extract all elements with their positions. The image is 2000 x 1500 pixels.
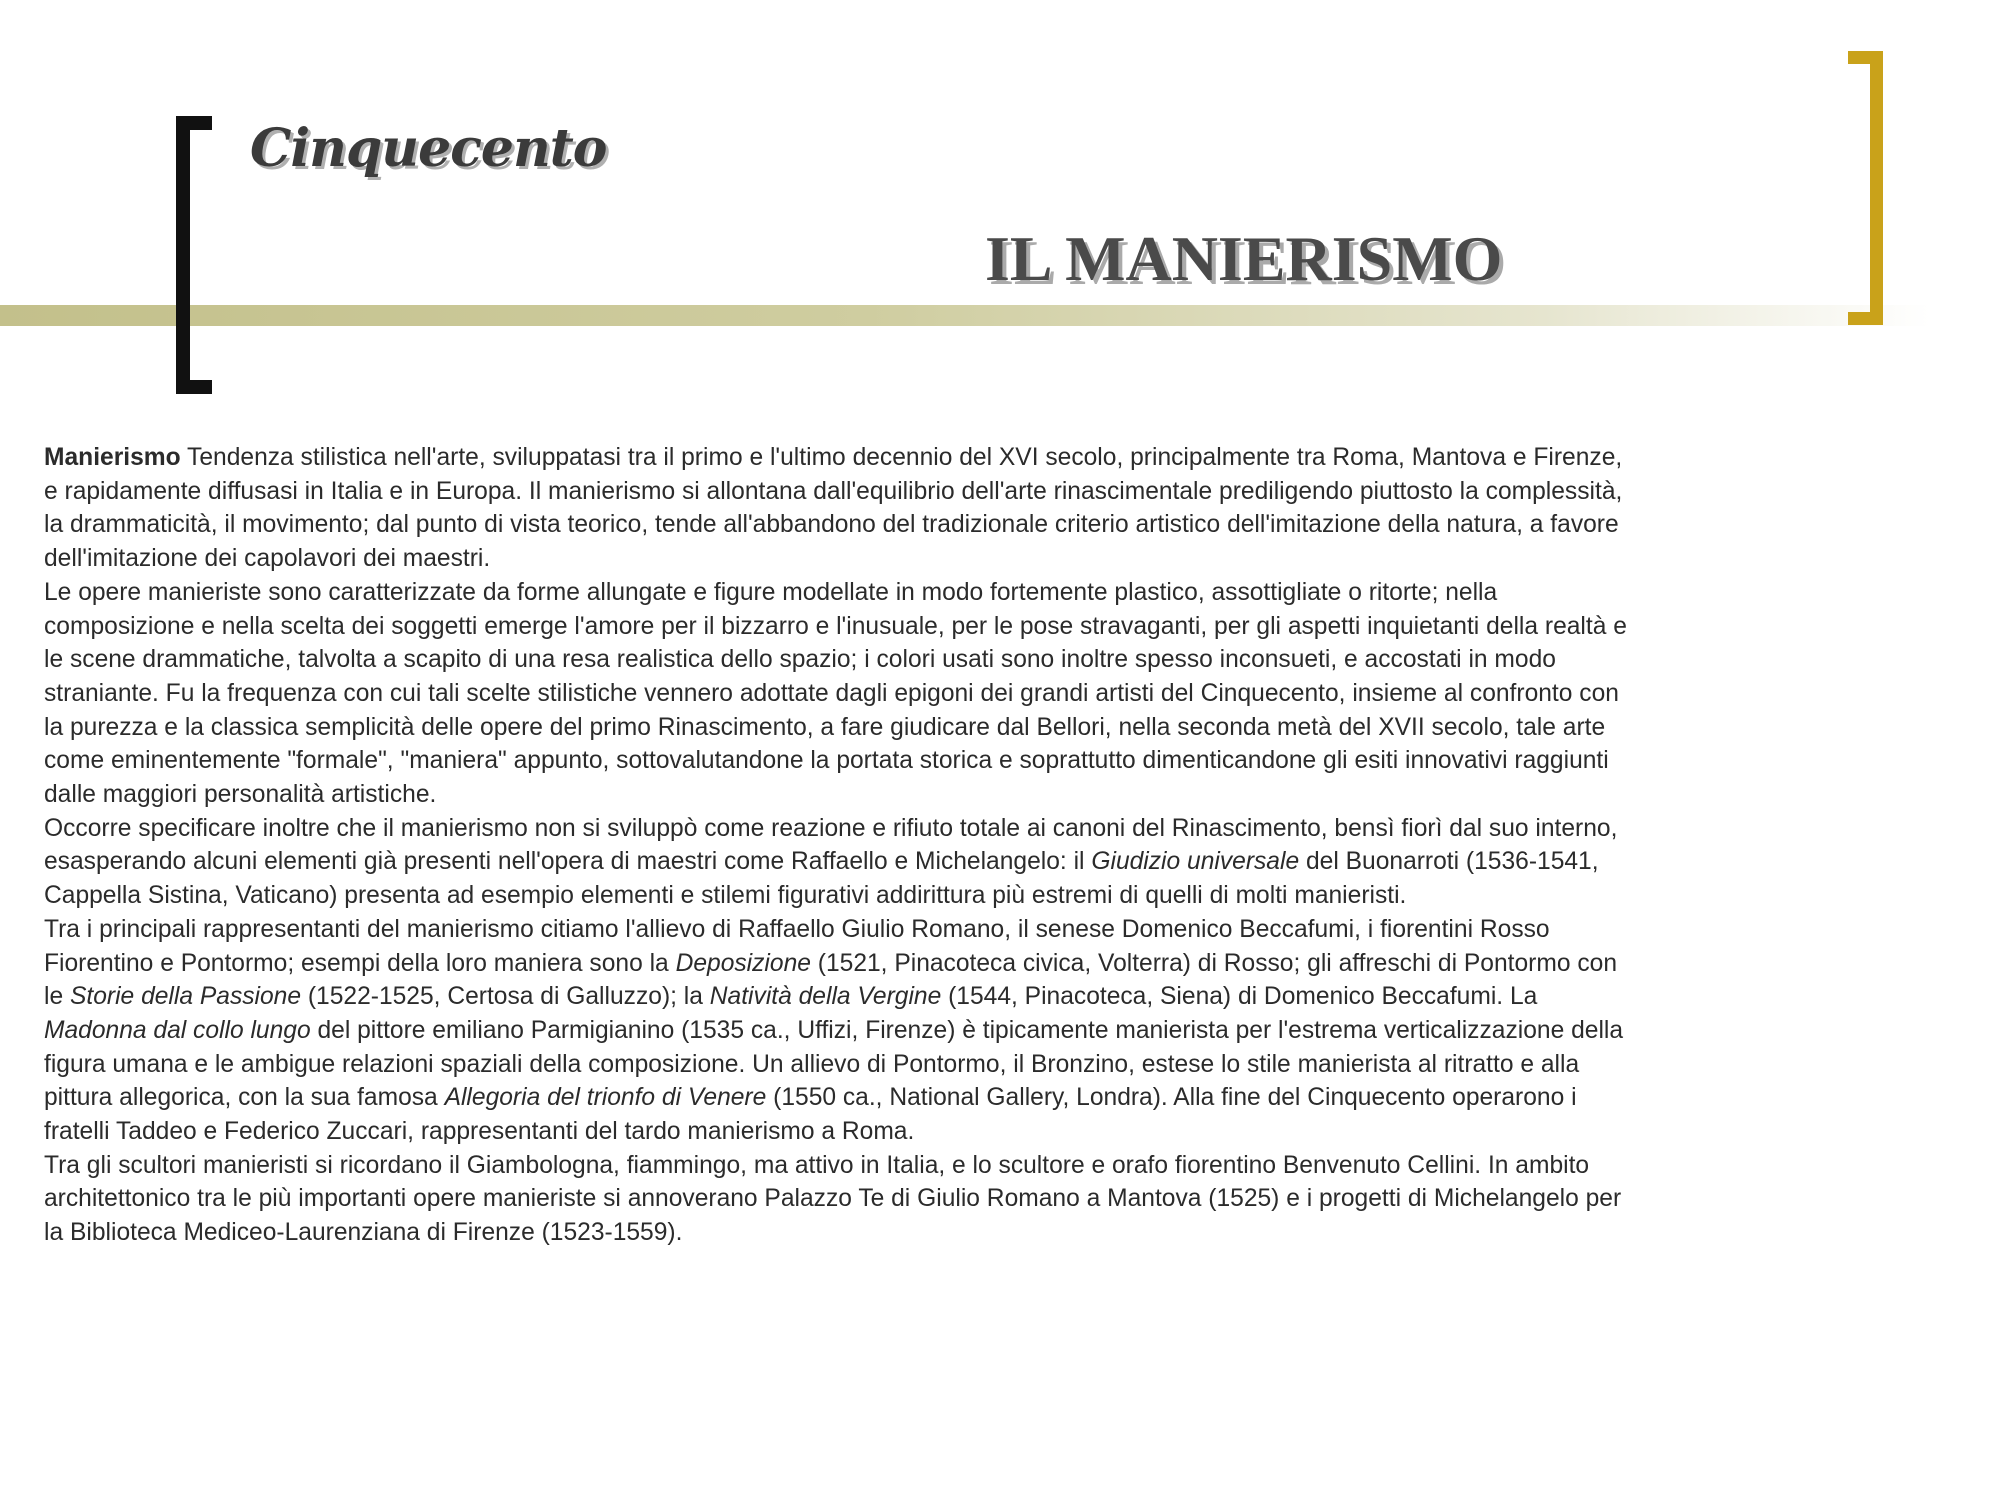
text-run: composizione e nella scelta dei soggetti emerge l'amore per il bizzarro e l'inusuale, per le pose stravaganti, per gli aspetti inquietanti della realtà e [44, 612, 1627, 640]
decorative-rule [0, 305, 1930, 326]
text-run: Occorre specificare inoltre che il manierismo non si sviluppò come reazione e rifiuto totale ai canoni del Rinascimento, bensì fiorì dal suo interno, [44, 814, 1618, 842]
text-run: del Buonarroti (1536-1541, [1299, 848, 1599, 876]
term-heading: Manierismo [44, 444, 181, 471]
body-line [44, 812, 1860, 846]
text-run: fratelli Taddeo e Federico Zuccari, rappresentanti del tardo manierismo a Roma. [44, 1118, 915, 1146]
text-run: Le opere manieriste sono caratterizzate da forme allungate e figure modellate in modo fortemente plastico, assottigliate o ritorte; nella [44, 578, 1498, 606]
text-run: le [44, 983, 70, 1011]
text-run: architettonico tra le più importanti opere manieriste si annoverano Palazzo Te di Giulio Romano a Mantova (1525) e i progetti di Michelangelo per [44, 1185, 1622, 1213]
artwork-title: Allegoria del trionfo di Venere [444, 1084, 767, 1112]
artwork-title: Giudizio universale [1091, 848, 1300, 876]
body-line [44, 1149, 1860, 1183]
text-run: come eminentemente "formale", "maniera" appunto, sottovalutandone la portata storica e soprattutto dimenticandone gli esiti innovativi raggiunti [44, 747, 1609, 775]
body-line [44, 913, 1860, 947]
text-run: (1544, Pinacoteca, Siena) di Domenico Beccafumi. La [941, 983, 1538, 1011]
body-line [44, 677, 1860, 711]
text-run: (1522-1525, Certosa di Galluzzo); la [301, 983, 710, 1011]
text-run: Tra i principali rappresentanti del manierismo citiamo l'allievo di Raffaello Giulio Romano, il senese Domenico Beccafumi, i fiorentini Rosso [44, 915, 1550, 943]
artwork-title: Madonna dal collo lungo [44, 1016, 311, 1044]
body-line [44, 542, 1860, 576]
left-bracket-decoration [176, 116, 212, 394]
body-line [44, 1014, 1860, 1048]
body-line [44, 1182, 1860, 1216]
text-run: straniante. Fu la frequenza con cui tali scelte stilistiche vennero adottate dagli epigoni dei grandi artisti del Cinquecento, insieme al confronto con [44, 679, 1619, 707]
text-run: del pittore emiliano Parmigianino (1535 ca., Uffizi, Firenze) è tipicamente manierista per l'estrema verticalizzazione della [310, 1016, 1624, 1044]
body-line [44, 980, 1860, 1014]
text-run: Tra gli scultori manieristi si ricordano il Giambologna, fiammingo, ma attivo in Italia, e lo scultore e orafo fiorentino Benvenuto Cellini. In ambito [44, 1151, 1590, 1179]
body-line [44, 1048, 1860, 1082]
body-line [44, 778, 1860, 812]
text-run: e rapidamente diffusasi in Italia e in Europa. Il manierismo si allontana dall'equilibrio dell'arte rinascimentale prediligendo piuttosto la complessità, [44, 477, 1623, 505]
text-run: (1550 ca., National Gallery, Londra). Alla fine del Cinquecento operarono i [766, 1084, 1577, 1112]
body-line [44, 879, 1860, 913]
right-bracket-decoration [1848, 51, 1883, 325]
text-run: Cappella Sistina, Vaticano) presenta ad esempio elementi e stilemi figurativi addirittura più estremi di quelli di molti manieristi. [44, 882, 1407, 910]
body-line [44, 441, 1860, 475]
body-line [44, 508, 1860, 542]
body-line [44, 947, 1860, 981]
body-line [44, 475, 1860, 509]
body-line [44, 1081, 1860, 1115]
body-line [44, 744, 1860, 778]
slide-subtitle: Cinquecento [250, 118, 607, 179]
body-line [44, 1115, 1860, 1149]
artwork-title: Deposizione [675, 949, 811, 977]
text-run: la purezza e la classica semplicità delle opere del primo Rinascimento, a fare giudicare dal Bellori, nella seconda metà del XVII secolo, tale arte [44, 713, 1606, 741]
text-run: (1521, Pinacoteca civica, Volterra) di Rosso; gli affreschi di Pontormo con [810, 949, 1618, 977]
text-run: esasperando alcuni elementi già presenti nell'opera di maestri come Raffaello e Michelangelo: il [44, 848, 1092, 876]
text-run: la drammaticità, il movimento; dal punto di vista teorico, tende all'abbandono del tradizionale criterio artistico dell'imitazione della natura, a favore [44, 511, 1619, 539]
slide-title: IL MANIERISMO [985, 223, 1503, 294]
text-run: figura umana e le ambigue relazioni spaziali della composizione. Un allievo di Pontormo, il Bronzino, estese lo stile manierista al ritratto e alla [44, 1050, 1580, 1078]
text-run: dell'imitazione dei capolavori dei maestri. [44, 545, 491, 573]
text-run: dalle maggiori personalità artistiche. [44, 781, 437, 809]
body-line [44, 845, 1860, 879]
text-run: le scene drammatiche, talvolta a scapito di una resa realistica dello spazio; i colori usati sono inoltre spesso inconsueti, e accostati in modo [44, 646, 1556, 674]
text-run: Fiorentino e Pontormo; esempi della loro maniera sono la [44, 949, 676, 977]
body-text [44, 441, 1860, 1250]
artwork-title: Natività della Vergine [709, 983, 942, 1011]
body-line [44, 1216, 1860, 1250]
text-run: Tendenza stilistica nell'arte, sviluppatasi tra il primo e l'ultimo decennio del XVI secolo, principalmente tra Roma, Mantova e Firenze, [180, 444, 1623, 471]
body-line [44, 711, 1860, 745]
body-line [44, 643, 1860, 677]
body-line [44, 610, 1860, 644]
text-run: la Biblioteca Mediceo-Laurenziana di Firenze (1523-1559). [44, 1219, 683, 1247]
body-line [44, 576, 1860, 610]
artwork-title: Storie della Passione [69, 983, 302, 1011]
text-run: pittura allegorica, con la sua famosa [44, 1084, 445, 1112]
